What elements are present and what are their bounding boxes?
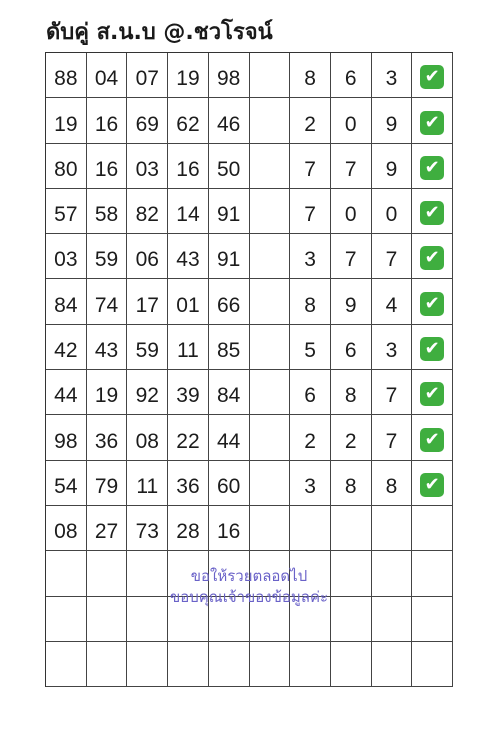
number-cell: 57 xyxy=(46,189,87,234)
table-row xyxy=(46,53,453,98)
number-cell: 07 xyxy=(127,53,168,98)
table-row xyxy=(46,144,453,189)
number-cell: 84 xyxy=(209,370,250,415)
check-mark-icon: ✔ xyxy=(420,428,444,452)
table-row xyxy=(46,189,453,234)
spacer-cell xyxy=(250,53,291,98)
check-cell xyxy=(412,234,453,279)
number-cell: 22 xyxy=(168,415,209,460)
result-digit-cell: 2 xyxy=(290,415,331,460)
number-cell: 92 xyxy=(127,370,168,415)
check-mark-icon: ✔ xyxy=(420,292,444,316)
number-cell: 19 xyxy=(168,53,209,98)
number-cell: 11 xyxy=(168,325,209,370)
wish-line-1: ขอให้รวยตลอดไป xyxy=(190,567,308,585)
number-cell: 58 xyxy=(87,189,128,234)
result-digit-cell: 4 xyxy=(372,279,413,324)
check-mark-icon: ✔ xyxy=(420,65,444,89)
result-digit-cell: 9 xyxy=(372,98,413,143)
number-cell: 17 xyxy=(127,279,168,324)
spacer-cell xyxy=(250,279,291,324)
spacer-cell xyxy=(250,189,291,234)
result-digit-cell: 5 xyxy=(290,325,331,370)
result-digit-cell: 7 xyxy=(372,370,413,415)
number-cell xyxy=(127,642,168,687)
number-cell: 50 xyxy=(209,144,250,189)
result-digit-cell: 0 xyxy=(331,189,372,234)
number-cell: 88 xyxy=(46,53,87,98)
number-cell: 14 xyxy=(168,189,209,234)
spacer-cell xyxy=(250,642,291,687)
result-digit-cell: 3 xyxy=(372,325,413,370)
number-cell: 46 xyxy=(209,98,250,143)
number-cell: 28 xyxy=(168,506,209,551)
number-cell: 74 xyxy=(87,279,128,324)
number-cell: 98 xyxy=(209,53,250,98)
number-cell: 16 xyxy=(168,144,209,189)
page-title: ดับคู่ ส.น.บ @.ชวโรจน์ xyxy=(46,20,273,45)
result-digit-cell: 3 xyxy=(372,53,413,98)
spacer-cell xyxy=(250,325,291,370)
number-cell: 43 xyxy=(168,234,209,279)
number-cell: 62 xyxy=(168,98,209,143)
result-digit-cell xyxy=(290,642,331,687)
number-cell: 03 xyxy=(127,144,168,189)
result-digit-cell: 8 xyxy=(331,370,372,415)
result-digit-cell: 6 xyxy=(290,370,331,415)
number-cell: 16 xyxy=(209,506,250,551)
number-cell xyxy=(87,642,128,687)
result-digit-cell: 8 xyxy=(290,279,331,324)
number-cell: 36 xyxy=(87,415,128,460)
check-mark-icon: ✔ xyxy=(420,201,444,225)
number-cell: 36 xyxy=(168,461,209,506)
check-mark-icon: ✔ xyxy=(420,111,444,135)
number-cell: 91 xyxy=(209,189,250,234)
number-cell: 91 xyxy=(209,234,250,279)
check-cell xyxy=(412,144,453,189)
result-digit-cell: 2 xyxy=(290,98,331,143)
result-digit-cell: 3 xyxy=(290,461,331,506)
number-cell: 44 xyxy=(46,370,87,415)
result-digit-cell: 8 xyxy=(290,53,331,98)
number-cell: 08 xyxy=(127,415,168,460)
check-cell xyxy=(412,370,453,415)
spacer-cell xyxy=(250,98,291,143)
table-row xyxy=(46,415,453,460)
number-cell: 16 xyxy=(87,144,128,189)
check-cell xyxy=(412,461,453,506)
number-cell: 44 xyxy=(209,415,250,460)
result-digit-cell: 8 xyxy=(331,461,372,506)
number-cell: 01 xyxy=(168,279,209,324)
result-digit-cell xyxy=(290,506,331,551)
check-mark-icon: ✔ xyxy=(420,156,444,180)
number-cell: 69 xyxy=(127,98,168,143)
result-digit-cell: 7 xyxy=(290,189,331,234)
number-cell: 98 xyxy=(46,415,87,460)
check-cell xyxy=(412,98,453,143)
number-cell: 54 xyxy=(46,461,87,506)
number-cell: 82 xyxy=(127,189,168,234)
wish-line-2: ขอบคุณเจ้าของข้อมูลค่ะ xyxy=(169,588,329,606)
check-mark-icon: ✔ xyxy=(420,382,444,406)
result-digit-cell: 3 xyxy=(290,234,331,279)
result-digit-cell: 7 xyxy=(331,234,372,279)
check-cell xyxy=(412,325,453,370)
result-digit-cell: 0 xyxy=(331,98,372,143)
number-cell: 11 xyxy=(127,461,168,506)
number-cell: 60 xyxy=(209,461,250,506)
check-cell xyxy=(412,279,453,324)
table-row xyxy=(46,642,453,687)
result-digit-cell: 9 xyxy=(372,144,413,189)
spacer-cell xyxy=(250,370,291,415)
spacer-cell xyxy=(250,461,291,506)
wish-message xyxy=(45,566,453,608)
result-digit-cell: 0 xyxy=(372,189,413,234)
result-digit-cell: 8 xyxy=(372,461,413,506)
table-row xyxy=(46,461,453,506)
number-cell: 27 xyxy=(87,506,128,551)
spacer-cell xyxy=(250,234,291,279)
number-cell xyxy=(209,642,250,687)
result-digit-cell: 6 xyxy=(331,325,372,370)
table-row xyxy=(46,506,453,551)
table-row xyxy=(46,370,453,415)
result-digit-cell: 9 xyxy=(331,279,372,324)
table-row xyxy=(46,325,453,370)
check-mark-icon: ✔ xyxy=(420,473,444,497)
number-cell: 59 xyxy=(87,234,128,279)
number-cell: 85 xyxy=(209,325,250,370)
number-cell: 42 xyxy=(46,325,87,370)
number-cell: 19 xyxy=(46,98,87,143)
number-cell: 59 xyxy=(127,325,168,370)
check-mark-icon: ✔ xyxy=(420,337,444,361)
result-digit-cell: 2 xyxy=(331,415,372,460)
result-digit-cell xyxy=(331,642,372,687)
number-cell: 73 xyxy=(127,506,168,551)
table-row xyxy=(46,234,453,279)
number-cell: 06 xyxy=(127,234,168,279)
number-cell: 66 xyxy=(209,279,250,324)
number-cell: 39 xyxy=(168,370,209,415)
spacer-cell xyxy=(250,415,291,460)
spacer-cell xyxy=(250,144,291,189)
number-cell: 80 xyxy=(46,144,87,189)
number-cell: 19 xyxy=(87,370,128,415)
result-digit-cell xyxy=(372,506,413,551)
number-cell: 08 xyxy=(46,506,87,551)
result-digit-cell: 7 xyxy=(372,415,413,460)
spacer-cell xyxy=(250,506,291,551)
check-cell xyxy=(412,189,453,234)
table-row xyxy=(46,279,453,324)
result-digit-cell: 7 xyxy=(290,144,331,189)
check-cell xyxy=(412,53,453,98)
check-cell xyxy=(412,506,453,551)
number-cell: 04 xyxy=(87,53,128,98)
result-digit-cell xyxy=(331,506,372,551)
table-row xyxy=(46,98,453,143)
number-cell: 84 xyxy=(46,279,87,324)
result-digit-cell: 7 xyxy=(372,234,413,279)
number-cell: 43 xyxy=(87,325,128,370)
result-digit-cell xyxy=(372,642,413,687)
check-mark-icon: ✔ xyxy=(420,246,444,270)
result-digit-cell: 6 xyxy=(331,53,372,98)
number-cell xyxy=(46,642,87,687)
number-cell: 79 xyxy=(87,461,128,506)
check-cell xyxy=(412,642,453,687)
result-digit-cell: 7 xyxy=(331,144,372,189)
check-cell xyxy=(412,415,453,460)
number-cell xyxy=(168,642,209,687)
number-cell: 03 xyxy=(46,234,87,279)
number-cell: 16 xyxy=(87,98,128,143)
